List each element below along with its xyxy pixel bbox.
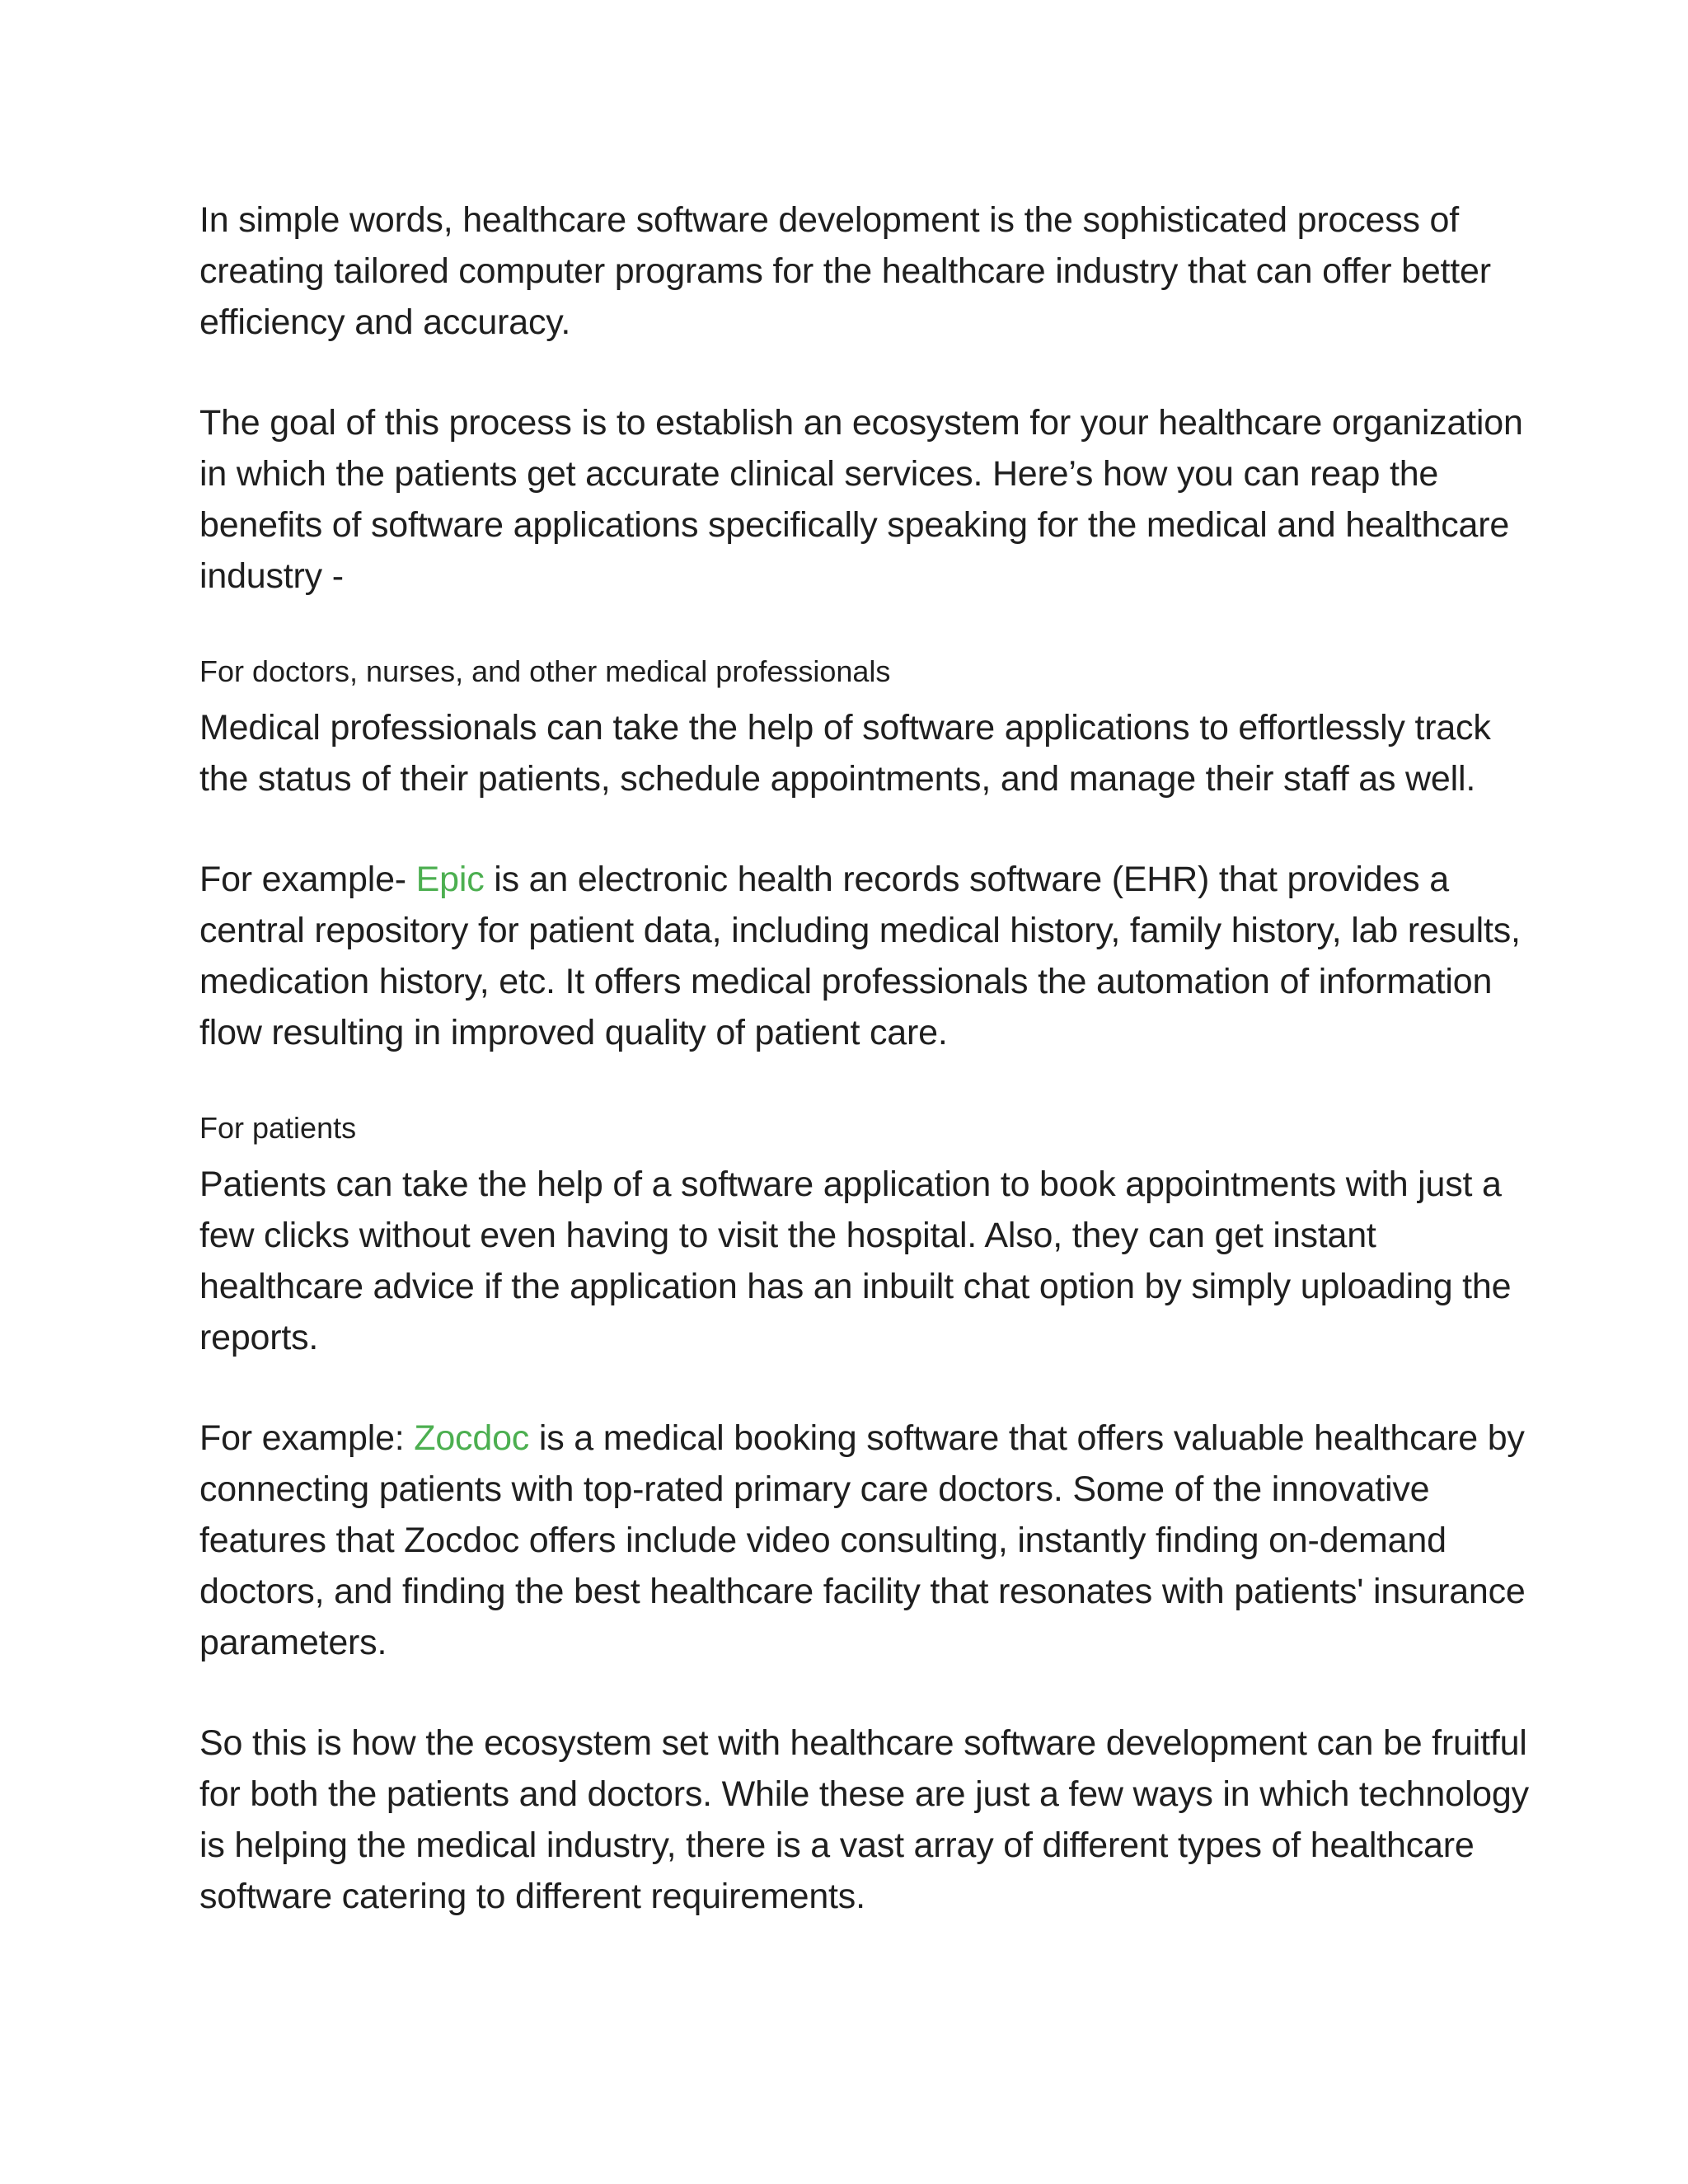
patients-paragraph: Patients can take the help of a software application to book appointments with just a few clicks without even having to visit the hospital. Also, they can get instant healthcare advice if the application has an inbuilt chat option by simply uploading the reports. xyxy=(199,1165,1512,1357)
example-text: is a medical booking software that offers valuable healthcare by connecting patients with top-rated primary care doctors. Some of the innovative features that Zocdoc offers include video consulting, instantly finding on-demand doctors, and finding the best healthcare facility that resonates with patients' insurance parameters. xyxy=(199,1418,1526,1662)
conclusion-paragraph: So this is how the ecosystem set with healthcare software development can be fruitful for both the patients and doctors. While these are just a few ways in which technology is helping the medical industry, there is a vast array of different types of healthcare software catering to different requirements. xyxy=(199,1723,1529,1916)
epic-link[interactable]: Epic xyxy=(415,860,485,899)
professionals-paragraph: Medical professionals can take the help of software applications to effortlessly track the status of their patients, schedule appointments, and manage their staff as well. xyxy=(199,708,1491,799)
section-heading-professionals: For doctors, nurses, and other medical professionals xyxy=(199,654,891,688)
document-body xyxy=(199,194,1535,1922)
epic-example-paragraph xyxy=(199,854,1535,1058)
zocdoc-example-paragraph xyxy=(199,1413,1535,1668)
goal-paragraph: The goal of this process is to establish an ecosystem for your healthcare organization in which the patients get accurate clinical services. Here’s how you can reap the benefits of software applications specifically speaking for the medical and healthcare industry - xyxy=(199,403,1523,596)
example-prefix: For example- xyxy=(199,860,416,899)
example-prefix: For example: xyxy=(199,1418,415,1458)
example-text: is an electronic health records software (EHR) that provides a central repository for patient data, including medical history, family history, lab results, medication history, etc. It offers medical professionals the automation of information flow resulting in improved quality of patient care. xyxy=(199,860,1521,1052)
zocdoc-link[interactable]: Zocdoc xyxy=(414,1418,530,1458)
intro-paragraph: In simple words, healthcare software development is the sophisticated process of creating tailored computer programs for the healthcare industry that can offer better efficiency and accuracy. xyxy=(199,200,1491,342)
section-heading-patients: For patients xyxy=(199,1111,357,1145)
